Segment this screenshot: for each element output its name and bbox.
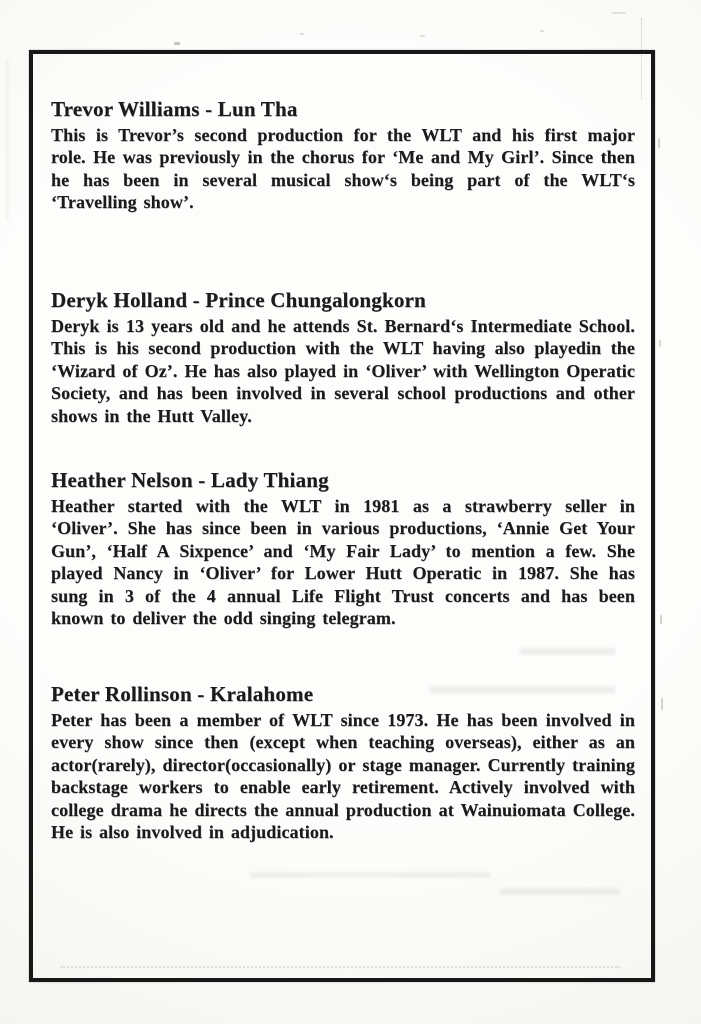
scan-smudge [6, 60, 9, 220]
bio-paragraph: Deryk is 13 years old and he attends St. Bernard‘s Intermediate School. This is his second production with the WLT having also playedin the ‘Wizard of Oz’. He has also played in ‘Oliver’ with Wellington Operatic Society, and has been involved in several school productions and other shows in the Hutt Valley. [51, 316, 635, 426]
bio-section-trevor-williams [51, 97, 635, 214]
bio-heading: Peter Rollinson - Kralahome [51, 682, 314, 706]
bio-section-deryk-holland [51, 288, 635, 427]
bio-heading: Trevor Williams - Lun Tha [51, 97, 298, 121]
scan-speck [420, 35, 425, 37]
scan-speck [174, 42, 180, 45]
page-border-frame [29, 50, 655, 982]
bio-paragraph: This is Trevor’s second production for the WLT and his first major role. He was previously in the chorus for ‘Me and My Girl’. Since then he has been in several musical show‘s being part of the WLT‘s ‘Travelling show’. [51, 125, 635, 213]
bio-section-peter-rollinson [51, 682, 635, 843]
bio-section-heather-nelson [51, 468, 635, 629]
bio-paragraph: Peter has been a member of WLT since 1973. He has been involved in every show since then (except when teaching overseas), either as an actor(rarely), director(occasionally) or stage manager. Currently training backstage workers to enable early retirement. Actively involved with college drama he directs the annual production at Wainuiomata College. He is also involved in adjudication. [51, 710, 635, 843]
bio-heading: Heather Nelson - Lady Thiang [51, 468, 329, 492]
bio-paragraph: Heather started with the WLT in 1981 as a strawberry seller in ‘Oliver’. She has since been in various productions, ‘Annie Get Your Gun’, ‘Half A Sixpence’ and ‘My Fair Lady’ to mention a few. She played Nancy in ‘Oliver’ for Lower Hutt Operatic in 1987. She has sung in 3 of the 4 annual Life Flight Trust concerts and has been known to deliver the odd singing telegram. [51, 496, 635, 629]
scan-speck [612, 12, 626, 14]
scan-speck [661, 698, 663, 710]
scan-speck [660, 615, 662, 624]
scan-speck [300, 33, 304, 35]
scan-speck [540, 30, 544, 32]
scan-speck [658, 138, 660, 148]
scan-speck [659, 340, 661, 347]
bio-heading: Deryk Holland - Prince Chungalongkorn [51, 288, 426, 312]
